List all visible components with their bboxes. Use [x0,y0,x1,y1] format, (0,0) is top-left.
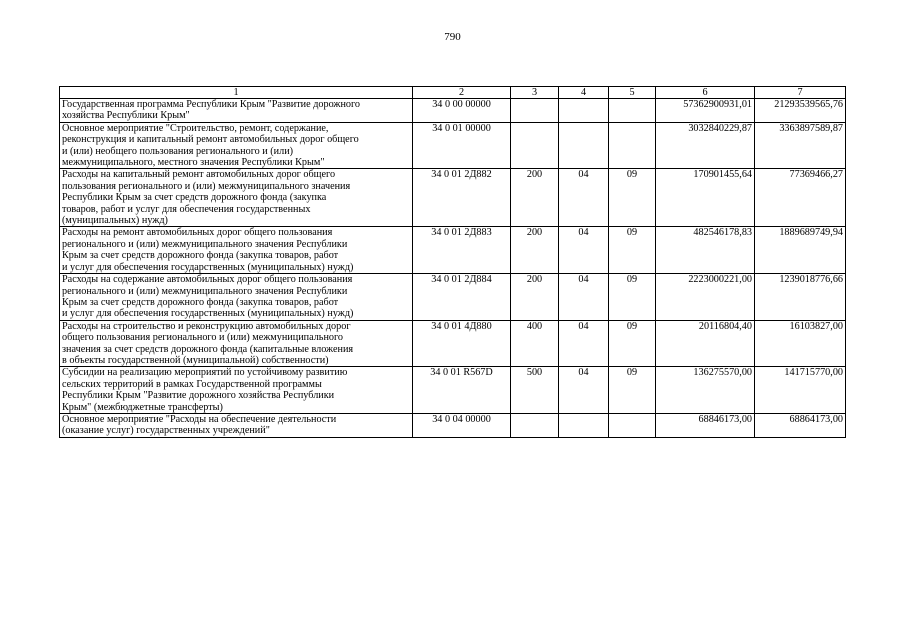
row-name [60,367,413,414]
row-col-5 [609,99,656,123]
budget-table [59,86,846,438]
row-col-5: 09 [609,227,656,274]
row-col-4 [559,99,609,123]
table-row [60,122,846,169]
row-name [60,227,413,274]
column-header-2: 2 [413,87,511,99]
row-col-5 [609,413,656,437]
row-code: 34 0 01 R567D [413,367,511,414]
row-col-7: 3363897589,87 [755,122,846,169]
row-name-line: (муниципальных) нужд) [62,215,168,227]
row-col-7: 77369466,27 [755,169,846,227]
row-col-6: 136275570,00 [656,367,755,414]
row-col-4 [559,413,609,437]
row-col-7: 1239018776,66 [755,274,846,321]
row-name-line: Крым за счет средств дорожного фонда (закупка товаров, работ [62,250,339,262]
row-col-5: 09 [609,274,656,321]
page-number: 790 [444,31,461,43]
row-code: 34 0 01 2Д883 [413,227,511,274]
row-name-line: регионального и (или) межмуниципального значения Республики [62,285,348,297]
row-name-line: Основное мероприятие "Строительство, ремонт, содержание, [62,122,329,134]
row-name-line: Республики Крым за счет средств дорожного фонда (закупка [62,192,327,204]
row-name-line: и услуг для обеспечения государственных (муниципальных) нужд) [62,261,354,273]
row-name [60,122,413,169]
row-col-6: 482546178,83 [656,227,755,274]
row-col-6: 2223000221,00 [656,274,755,321]
row-code: 34 0 01 2Д882 [413,169,511,227]
table-row [60,367,846,414]
header-row [60,87,846,99]
row-col-4: 04 [559,227,609,274]
row-name-line: значения за счет средств дорожного фонда (капитальные вложения [62,343,354,355]
row-name-line: Крым за счет средств дорожного фонда (закупка товаров, работ [62,296,339,308]
row-name-line: (оказание услуг) государственных учреждений" [62,425,270,437]
row-name-line: хозяйства Республики Крым" [62,110,190,122]
column-header-3: 3 [511,87,559,99]
column-header-1: 1 [60,87,413,99]
row-col-6: 20116804,40 [656,320,755,367]
row-col-3: 400 [511,320,559,367]
table-row [60,274,846,321]
row-col-3: 500 [511,367,559,414]
row-code: 34 0 01 4Д880 [413,320,511,367]
table-row [60,413,846,437]
table-row [60,227,846,274]
row-col-3: 200 [511,274,559,321]
row-col-6: 68846173,00 [656,413,755,437]
row-col-4: 04 [559,274,609,321]
row-name [60,169,413,227]
row-col-4 [559,122,609,169]
row-col-5: 09 [609,367,656,414]
row-col-4: 04 [559,169,609,227]
row-code: 34 0 04 00000 [413,413,511,437]
row-col-5 [609,122,656,169]
row-name [60,413,413,437]
row-name-line: Республики Крым "Развитие дорожного хозяйства Республики [62,390,335,402]
row-name-line: реконструкция и капитальный ремонт автомобильных дорог общего [62,134,359,146]
row-col-4: 04 [559,320,609,367]
table-body [60,99,846,438]
row-name-line: товаров, работ и услуг для обеспечения государственных [62,203,311,215]
row-col-5: 09 [609,320,656,367]
row-name-line: общего пользования регионального и (или) межмуниципального [62,332,344,344]
row-col-6: 170901455,64 [656,169,755,227]
row-name-line: Основное мероприятие "Расходы на обеспечение деятельности [62,413,337,425]
row-col-3 [511,413,559,437]
column-header-7: 7 [755,87,846,99]
row-code: 34 0 01 00000 [413,122,511,169]
row-name-line: Государственная программа Республики Крым "Развитие дорожного [62,99,361,110]
column-header-5: 5 [609,87,656,99]
row-name-line: Расходы на содержание автомобильных дорог общего пользования [62,274,353,286]
row-name [60,99,413,123]
row-col-5: 09 [609,169,656,227]
row-col-3 [511,99,559,123]
row-name [60,274,413,321]
row-name-line: сельских территорий в рамках Государственной программы [62,378,322,390]
row-col-7: 16103827,00 [755,320,846,367]
row-name-line: Расходы на строительство и реконструкцию автомобильных дорог [62,320,351,332]
row-col-7: 21293539565,76 [755,99,846,123]
row-name-line: Субсидии на реализацию мероприятий по устойчивому развитию [62,367,348,379]
row-col-4: 04 [559,367,609,414]
row-name-line: в объекты государственной (муниципальной) собственности) [62,354,329,366]
row-col-3 [511,122,559,169]
row-name-line: Расходы на ремонт автомобильных дорог общего пользования [62,227,333,239]
row-code: 34 0 00 00000 [413,99,511,123]
row-col-3: 200 [511,169,559,227]
row-col-6: 3032840229,87 [656,122,755,169]
row-name-line: пользования регионального и (или) межмуниципального значения [62,180,351,192]
table-row [60,320,846,367]
row-col-6: 57362900931,01 [656,99,755,123]
row-col-7: 1889689749,94 [755,227,846,274]
column-header-4: 4 [559,87,609,99]
row-name-line: Расходы на капитальный ремонт автомобильных дорог общего [62,169,336,181]
row-col-3: 200 [511,227,559,274]
row-name-line: межмуниципального, местного значения Республики Крым" [62,157,325,169]
row-name [60,320,413,367]
column-header-6: 6 [656,87,755,99]
row-name-line: Крым" (межбюджетные трансферты) [62,401,223,413]
row-name-line: регионального и (или) межмуниципального значения Республики [62,238,348,250]
row-col-7: 141715770,00 [755,367,846,414]
table-row [60,99,846,123]
row-name-line: и (или) необщего пользования регионального и (или) [62,145,294,157]
row-code: 34 0 01 2Д884 [413,274,511,321]
table-row [60,169,846,227]
row-name-line: и услуг для обеспечения государственных (муниципальных) нужд) [62,308,354,320]
row-col-7: 68864173,00 [755,413,846,437]
